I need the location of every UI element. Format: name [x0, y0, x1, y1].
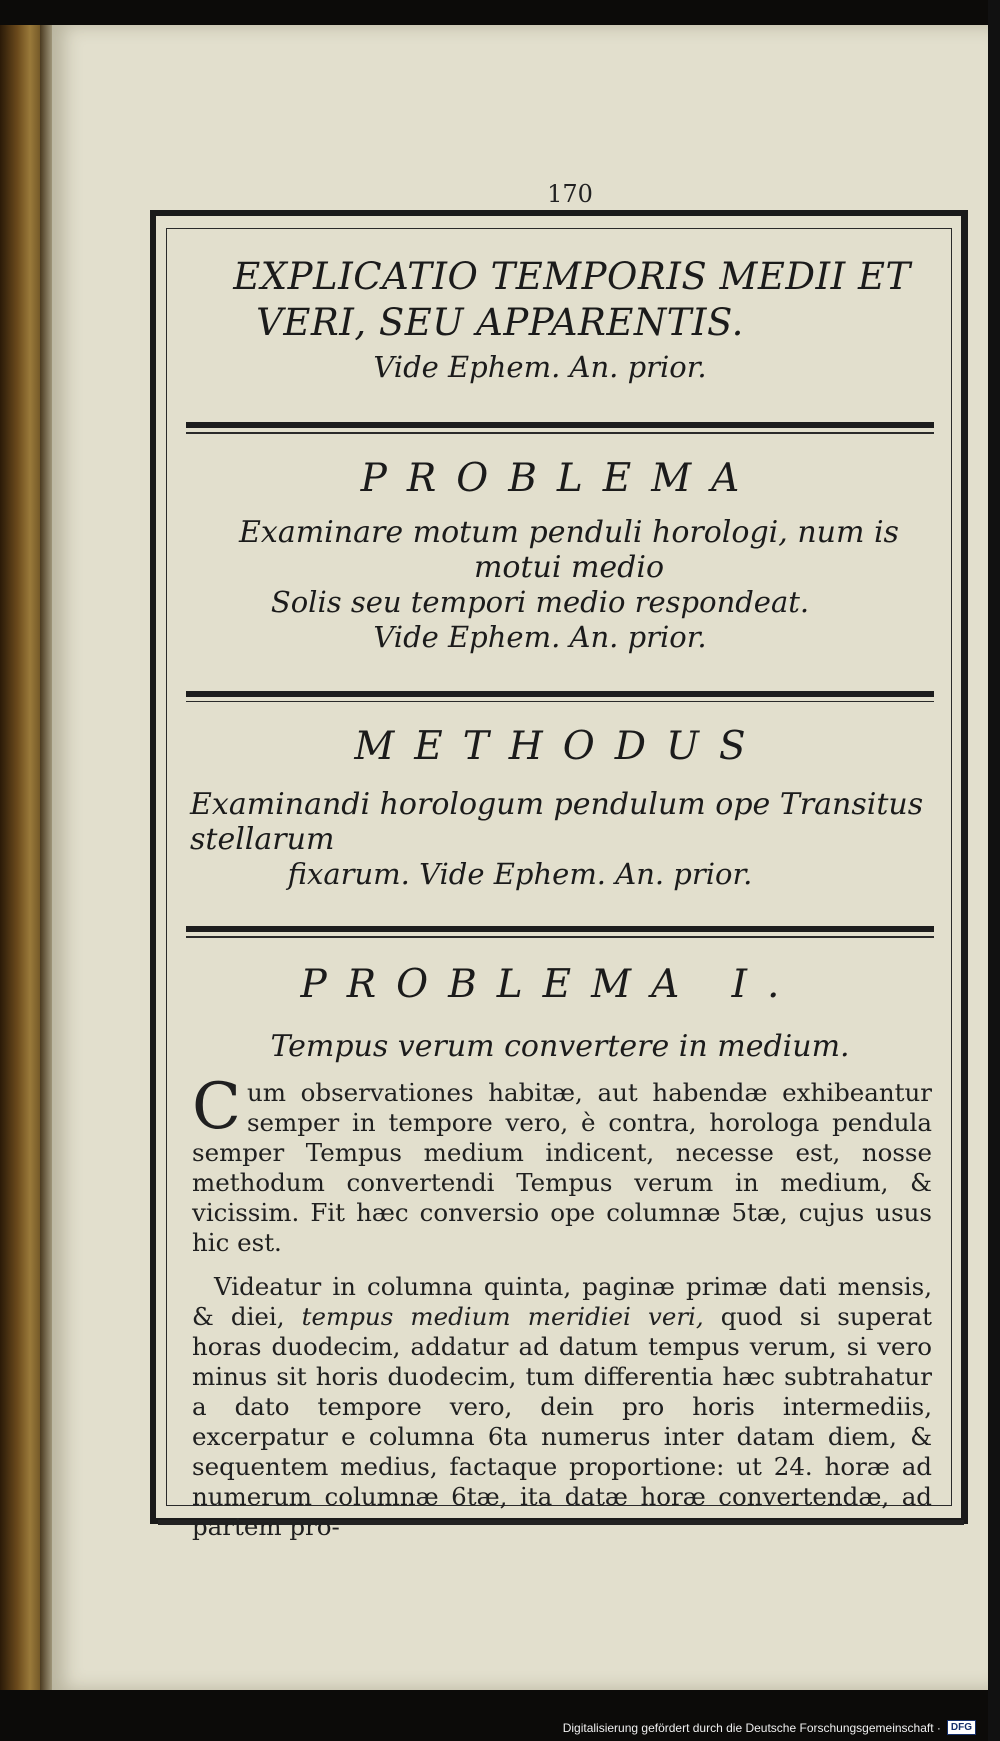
section-divider [186, 422, 934, 434]
section-heading-problema: PROBLEMA [360, 455, 760, 501]
scan-border [988, 0, 1000, 1741]
section-divider [186, 691, 934, 703]
section-heading-methodus: METHODUS [354, 724, 766, 769]
problema-reference: Vide Ephem. An. prior. [373, 619, 707, 654]
title-line-2: VERI, SEU APPARENTIS. [256, 301, 744, 344]
methodus-statement-line-2: fixarum. Vide Ephem. An. prior. [287, 857, 753, 891]
methodus-statement-line-1: Examinandi horologum pendulum ope Transitus stellarum [190, 787, 924, 857]
drop-cap: C [192, 1069, 241, 1144]
digitization-footer [563, 1720, 976, 1735]
page-title [180, 254, 940, 346]
body-paragraph-1 [180, 1069, 940, 1258]
section-heading-problema-i: PROBLEMA I. [300, 961, 800, 1007]
title-reference: Vide Ephem. An. prior. [373, 350, 707, 384]
title-line-1: EXPLICATIO TEMPORIS MEDII ET [233, 255, 911, 298]
problema-i-subtitle: Tempus verum convertere in medium. [270, 1028, 850, 1064]
page-content [180, 232, 940, 1542]
section-divider [186, 926, 934, 938]
paragraph-2-italic: tempus medium meridiei veri, [301, 1301, 704, 1331]
paragraph-2-rest: quod si superat horas duodecim, addatur ad datum tempus verum, si vero minus sit horis duodecim, tum differentia hæc subtrahatur a dato tempore vero, dein pro horis intermediis, excerpatur e columna 6ta numerus inter datam diem, & sequentem medius, factaque proportione: ut 24. horæ ad numerum columnæ 6tæ, ita datæ horæ convertendæ, ad partem pro- [192, 1301, 932, 1541]
page-number: 170 [547, 180, 593, 208]
footer-text: Digitalisierung gefördert durch die Deutsche Forschungsgemeinschaft · [562, 1720, 941, 1735]
paragraph-1-text: um observationes habitæ, aut habendæ exhibeantur semper in tempore vero, è contra, horologa pendula semper Tempus medium indicent, necesse est, nosse methodum convertendi Tempus verum in medium, & vicissim. Fit hæc conversio ope columnæ 5tæ, cujus usus hic est. [192, 1077, 932, 1257]
body-paragraph-2 [180, 1272, 940, 1542]
problema-statement-line-1: Examinare motum penduli horologi, num is motui medio [239, 514, 899, 585]
problema-statement-line-2: Solis seu tempori medio respondeat. [270, 584, 810, 619]
dfg-logo: DFG [947, 1720, 976, 1735]
paragraph-2-start: Videatur in columna quinta, paginæ primæ dati mensis, & diei, [192, 1271, 932, 1331]
